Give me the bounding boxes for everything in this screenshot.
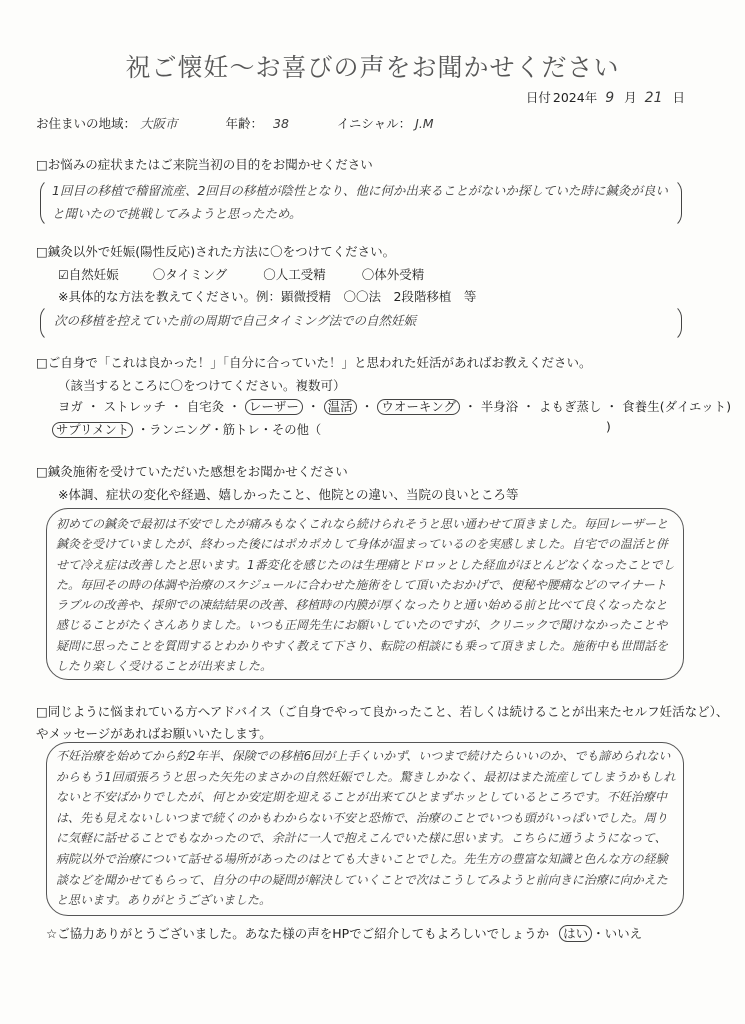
footer-sep: ・: [592, 926, 605, 941]
dot: ・: [307, 400, 320, 414]
q2-option-ivf: 〇体外受精: [361, 267, 425, 282]
opt-yoga: ヨガ: [58, 400, 83, 414]
q2-option-artificial: 〇人工受精: [263, 267, 326, 282]
opt-laser: レーザー: [245, 399, 303, 415]
footer: [46, 924, 642, 942]
initial-label: イニシャル：: [336, 116, 412, 131]
q2-option-natural: 自然妊娠: [68, 267, 119, 282]
date-month: 9: [605, 90, 615, 106]
q3-sub: （該当するところに〇をつけてください。複数可）: [58, 378, 346, 393]
area-label: お住まいの地域：: [36, 116, 137, 131]
q4-sub: ※体調、症状の変化や経過、嬉しかったこと、他院との違い、当院の良いところ等: [58, 487, 519, 502]
q5-heading2: やメッセージがあればお願いいたします。: [36, 726, 272, 741]
dot: ・: [87, 400, 100, 414]
q1-heading: □お悩みの症状またはご来院当初の目的をお聞かせください: [36, 157, 373, 172]
q3-heading: □ご自身で「これは良かった！」「自分に合っていた！」と思われた妊活があればお教えください。: [36, 355, 592, 370]
opt-yomogi: よもぎ蒸し: [539, 400, 602, 414]
q5-heading: □同じように悩まれている方へアドバイス（ご自身でやって良かったこと、若しくは続けることが出来たセルフ妊活など）、: [36, 704, 729, 719]
q5-answer: 不妊治療を始めてから約2年半、保険での移植6回が上手くいかず、いつまで続けたらいいのか、でも諦められないからもう1回頑張ろうと思った矢先のまさかの自然妊娠でした。驚きしかなく、最初はまた流産してしまうかもしれないと不安ばかりでしたが、何とか安定期を迎えることが出来てひとまずホッとしているところです。不妊治療中は、先も見えないしいつまで続くのかもわからない不安と恐怖で、治療のことでいつも頭がいっぱいでした。周りに気軽に話せることでもなかったので、余計に一人で抱えこんでいた様に思います。こちらに通うようになって、病院以外で治療について話せる場所があったのはとても大きいことでした。先生方の豊富な知識と色んな方の経験談などを聞かせてもらって、自分の中の疑問が解決していくことで次はこうしてみようと前向きに治療に向かえたと思います。ありがとうございました。: [56, 749, 676, 908]
opt-warming: 温活: [324, 399, 357, 415]
q2-detail-label: ※具体的な方法を教えてください。例：顕微授精 〇〇法 2段階移植 等: [58, 289, 477, 304]
date-field: [524, 88, 685, 106]
q1-answer: 1回目の移植で稽留流産、2回目の移植が陰性となり、他に何か出来ることがないか探していた時に鍼灸が良いと聞いたので挑戦してみようと思ったため。: [52, 183, 668, 221]
date-day-unit: 日: [672, 90, 685, 105]
checked-icon: ☑: [58, 268, 69, 282]
opt-home-moxa: 自宅灸: [186, 400, 225, 414]
dot: ・: [522, 400, 535, 414]
date-label: 日付: [525, 90, 551, 105]
area-value: 大阪市: [140, 116, 178, 131]
date-year: 2024年: [552, 90, 598, 105]
q4-heading: □鍼灸施術を受けていただいた感想をお聞かせください: [36, 464, 348, 479]
q2-heading: □鍼灸以外で妊娠(陽性反応)された方法に〇をつけてください。: [36, 244, 396, 259]
initial-value: J.M: [415, 116, 434, 131]
opt-diet: 食養生(ダイエット): [622, 400, 732, 414]
age-value: 38: [273, 116, 289, 131]
opt-supplement: サプリメント: [52, 422, 133, 438]
opt-walking: ウオーキング: [377, 399, 460, 415]
footer-yes: はい: [559, 925, 592, 942]
date-day: 21: [644, 90, 663, 106]
dot: ・: [464, 400, 477, 414]
dot: ・: [170, 400, 183, 414]
footer-no: いいえ: [604, 926, 643, 941]
date-month-unit: 月: [624, 90, 637, 105]
q3-row2: [52, 420, 321, 438]
opt-half-bath: 半身浴: [480, 400, 519, 414]
form-title: 祝ご懐妊〜お喜びの声をお聞かせください: [125, 53, 620, 82]
q3-row2-rest: ・ランニング・筋トレ・その他（: [136, 423, 322, 437]
q3-row2-close: ): [606, 420, 611, 434]
footer-text: ☆ご協力ありがとうございました。あなた様の声をHPでご紹介してもよろしいでしょうか: [46, 926, 550, 941]
q2-answer: 次の移植を控えていた前の周期で自己タイミング法での自然妊娠: [54, 313, 417, 328]
dot: ・: [360, 400, 374, 414]
age-label: 年齢：: [225, 116, 264, 131]
opt-stretch: ストレッチ: [103, 400, 167, 414]
info-row: [36, 114, 434, 132]
dot: ・: [605, 400, 619, 414]
q2-option-timing: 〇タイミング: [152, 267, 228, 282]
q3-row1: [58, 397, 731, 415]
dot: ・: [228, 400, 241, 414]
q2-options: [58, 265, 424, 283]
q4-answer: 初めての鍼灸で最初は不安でしたが痛みもなくこれなら続けられそうと思い通わせて頂きました。毎回レーザーと鍼灸を受けていましたが、終わった後にはポカポカして身体が温まっているのを実感しました。自宅での温活と併せて冷え症は改善したと思います。1番変化を感じたのは生理痛とドロッとした経血がほとんどなくなったことでした。毎回その時の体調や治療のスケジュールに合わせた施術をして頂いたおかげで、便秘や腰痛などのマイナートラブルの改善や、採卵での凍結結果の改善、移植時の内膜が厚くなったりと通い始める前と比べて良くなったなと感じることがたくさんありました。いつも正岡先生にお願いしていたのですが、クリニックで聞けなかったことや疑問に思ったことを質問するとわかりやすく教えて下さり、転院の相談にも乗って頂きました。施術中も世間話をしたり楽しく受けることが出来ました。: [56, 517, 675, 674]
